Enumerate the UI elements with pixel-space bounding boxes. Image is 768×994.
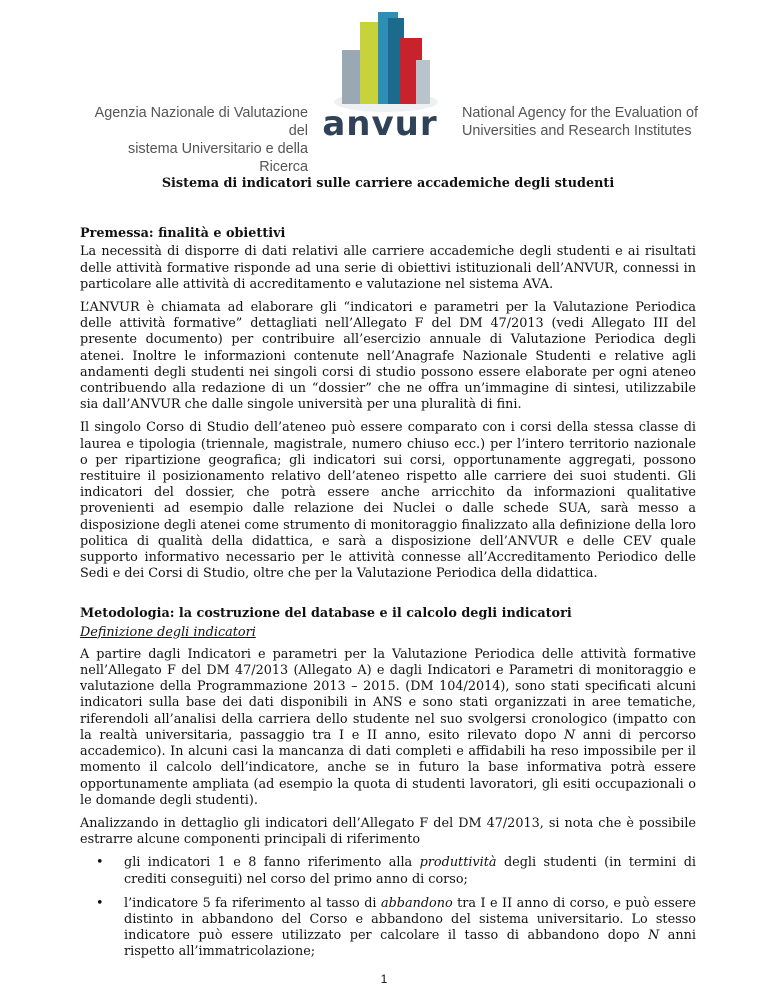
agency-name-italian (82, 104, 308, 176)
document-body (80, 176, 696, 969)
agency-name-english-line2: Universities and Research Institutes (462, 123, 692, 139)
bullet-list (80, 855, 696, 960)
agency-name-english-line1: National Agency for the Evaluation of (462, 105, 698, 121)
agency-name-italian-line1: Agenzia Nazionale di Valutazione del (94, 105, 308, 139)
agency-name-italian-line2: sistema Universitario e della Ricerca (128, 141, 308, 175)
paragraph: L’ANVUR è chiamata ad elaborare gli “indicatori e parametri per la Valutazione Periodica delle attività formative” dettagliati nell’Allegato F del DM 47/2013 (vedi Allegato III del presente documento) per contribuire all’esercizio annuale di Valutazione Periodica degli atenei. Inoltre le informazioni contenute nell’Anagrafe Nazionale Studenti e relative agli andamenti degli studenti nei singoli corsi di studio possono essere elaborate per ogni ateneo contribuendo alla redazione di un “dossier” che ne offra un’immagine di sintesi, utilizzabile sia dall’ANVUR che dalle singole università per una pluralità di fini. (80, 300, 696, 413)
paragraph: La necessità di disporre di dati relativi alle carriere accademiche degli studenti e ai risultati delle attività formative risponde ad una serie di obiettivi istituzionali dell’ANVUR, connessi in particolare alle attività di accreditamento e valutazione nel sistema AVA. (80, 244, 696, 292)
list-item: • gli indicatori 1 e 8 fanno riferimento alla produttività degli studenti (in termini di crediti conseguiti) nel corso del primo anno di corso; (96, 855, 696, 887)
page-number: 1 (380, 972, 388, 986)
subsection-heading: Definizione degli indicatori (80, 624, 256, 640)
paragraph: A partire dagli Indicatori e parametri per la Valutazione Periodica delle attività formative nell’Allegato F del DM 47/2013 (Allegato A) e dagli Indicatori e Parametri di monitoraggio e valutazione della Programmazione 2013 – 2015. (DM 104/2014), sono stati specificati alcuni indicatori sulla base dei dati disponibili in ANS e sono stati organizzati in aree tematiche, riferendoli all’analisi della carriera dello studente nel suo svolgersi cronologico (impatto con la realtà universitaria, passaggio tra I e II anno, esito rilevato dopo N anni di percorso accademico). In alcuni casi la mancanza di dati completi e affidabili ha reso impossibile per il momento il calcolo dell’indicatore, anche se in futuro la base informativa potrà essere opportunamente ampliata (ad esempio la quota di studenti lavoratori, gli esiti occupazionali o le domande degli studenti). (80, 646, 696, 808)
list-item: • l’indicatore 5 fa riferimento al tasso di abbandono tra I e II anno di corso, e può essere distinto in abbandono del Corso e abbandono del sistema universitario. Lo stesso indicatore può essere utilizzato per calcolare il tasso di abbandono dopo N anni rispetto all’immatricolazione; (96, 895, 696, 960)
bullet-icon: • (96, 895, 104, 911)
paragraph: Il singolo Corso di Studio dell’ateneo può essere comparato con i corsi della stessa classe di laurea e tipologia (triennale, magistrale, numero chiuso ecc.) per l’intero territorio nazionale o per ripartizione geografica; gli indicatori sui corsi, opportunamente aggregati, possono restituire il posizionamento relativo dell’ateneo rispetto alle carriere dei suoi studenti. Gli indicatori del dossier, che potrà essere anche arricchito da informazioni qualitative provenienti ad esempio dalle relazione dei Nuclei o dalle schede SUA, sarà messo a disposizione degli atenei come strumento di monitoraggio finalizzato alla definizione della loro politica di qualità della didattica, e sarà a disposizione dell’ANVUR e delle CEV quale supporto informativo necessario per le attività connesse all’Accreditamento Periodico delle Sedi e dei Corsi di Studio, oltre che per la Valutazione Periodica della didattica. (80, 420, 696, 582)
section-heading-metodologia: Metodologia: la costruzione del database e il calcolo degli indicatori (80, 606, 572, 622)
agency-name-english (462, 104, 722, 140)
bullet-icon: • (96, 855, 104, 871)
paragraph: Analizzando in dettaglio gli indicatori dell’Allegato F del DM 47/2013, si nota che è possibile estrarre alcune componenti principali di riferimento (80, 815, 696, 848)
document-title: Sistema di indicatori sulle carriere accademiche degli studenti (161, 176, 615, 191)
anvur-wordmark: anvur (322, 104, 438, 144)
section-heading-premessa: Premessa: finalità e obiettivi (80, 226, 286, 242)
page-header (0, 0, 768, 175)
